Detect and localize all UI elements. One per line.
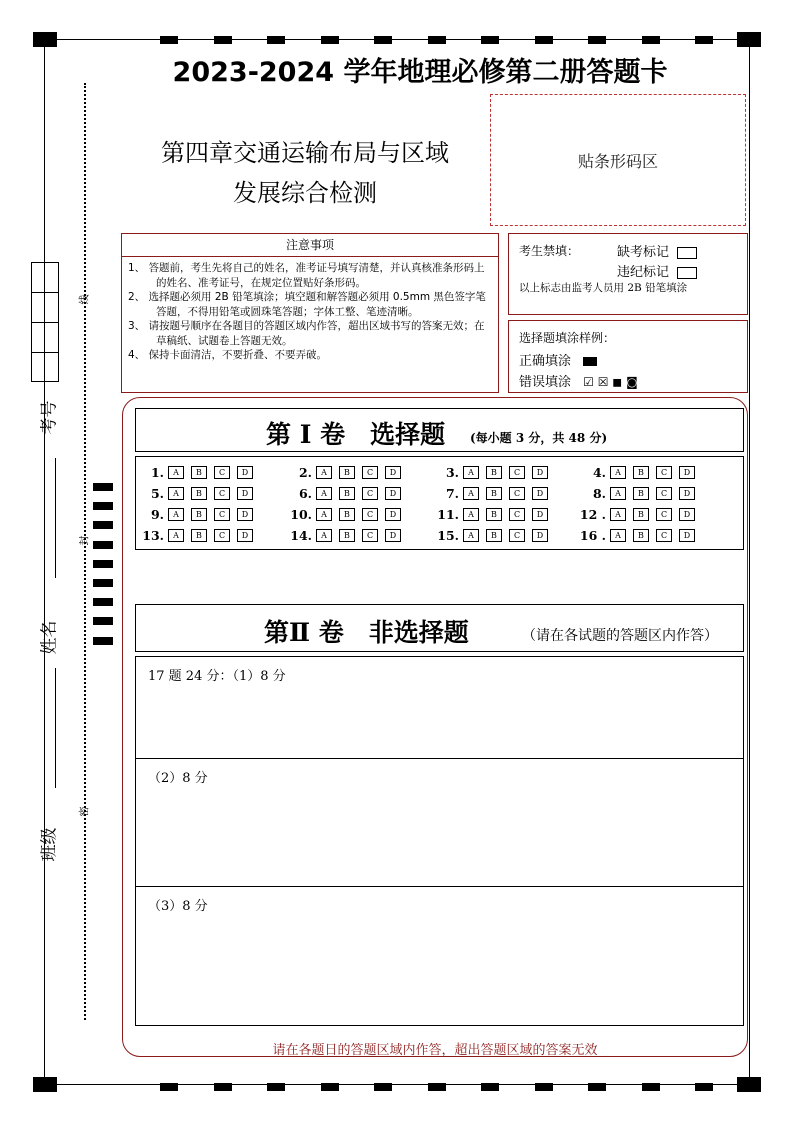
correct-fill-row	[519, 350, 597, 369]
mcq-question-number: 13.	[142, 528, 164, 543]
violation-mark-label: 违纪标记	[617, 265, 670, 280]
answer-area-q17-1[interactable]	[135, 656, 744, 758]
mcq-option-bubble[interactable]: C	[656, 487, 672, 500]
chapter-title-line2: 发展综合检测	[233, 179, 377, 207]
exam-marks-box	[508, 233, 748, 315]
corner-mark-bl	[33, 1077, 57, 1092]
mcq-option-bubble[interactable]: D	[532, 466, 548, 479]
mcq-option-bubble[interactable]: B	[191, 529, 207, 542]
mcq-option-bubble[interactable]: B	[339, 466, 355, 479]
notice-box	[121, 233, 499, 393]
mcq-option-bubble[interactable]: A	[316, 466, 332, 479]
notice-item: 2、 选择题必须用 2B 铅笔填涂；填空题和解答题必须用 0.5mm 黑色签字笔答题，不得用铅笔或圆珠笔答题；字体工整、笔迹清晰。	[128, 291, 486, 318]
mcq-question	[576, 486, 702, 501]
mcq-option-bubble[interactable]: D	[679, 508, 695, 521]
section1-title: 第 I 卷 选择题	[266, 420, 446, 449]
mcq-question-number: 6.	[298, 486, 312, 501]
mcq-question	[282, 507, 408, 522]
mcq-question-number: 16 .	[579, 528, 606, 543]
mcq-question	[134, 486, 260, 501]
mcq-option-bubble[interactable]: C	[656, 508, 672, 521]
mcq-question	[576, 507, 702, 522]
mcq-option-bubble[interactable]: D	[385, 487, 401, 500]
section2-note: （请在各试题的答题区内作答）	[522, 628, 718, 644]
correct-fill-sample	[583, 357, 597, 366]
timing-mark	[93, 560, 113, 568]
mcq-question-number: 7.	[445, 486, 459, 501]
corner-mark-br	[737, 1077, 761, 1092]
timing-mark	[321, 1083, 339, 1091]
mcq-option-bubble[interactable]: B	[339, 529, 355, 542]
mcq-option-bubble[interactable]: D	[532, 529, 548, 542]
mcq-question	[429, 528, 555, 543]
section2-title: 第Ⅱ 卷 非选择题	[264, 618, 469, 647]
left-border	[44, 47, 45, 1077]
absent-mark-box[interactable]	[677, 247, 697, 259]
mcq-option-bubble[interactable]: D	[237, 529, 253, 542]
mcq-option-bubble[interactable]: A	[168, 529, 184, 542]
mcq-option-bubble[interactable]: C	[362, 487, 378, 500]
mcq-option-bubble[interactable]: B	[633, 466, 649, 479]
timing-mark	[93, 541, 113, 549]
mcq-option-bubble[interactable]: A	[168, 487, 184, 500]
right-border	[749, 47, 750, 1077]
violation-mark-row	[617, 261, 697, 280]
timing-mark	[267, 1083, 285, 1091]
top-border	[57, 39, 737, 40]
mcq-option-bubble[interactable]: A	[463, 466, 479, 479]
mcq-option-bubble[interactable]: C	[214, 466, 230, 479]
mcq-question-number: 1.	[150, 465, 164, 480]
mcq-option-bubble[interactable]: D	[679, 487, 695, 500]
timing-mark	[93, 598, 113, 606]
mcq-option-bubble[interactable]: A	[463, 487, 479, 500]
side-label-exam-no: 考号	[39, 400, 60, 435]
timing-mark	[93, 617, 113, 625]
side-label-line: 线	[79, 294, 91, 305]
mcq-option-bubble[interactable]: B	[339, 487, 355, 500]
wrong-fill-row	[519, 371, 638, 390]
mcq-option-bubble[interactable]: A	[463, 529, 479, 542]
timing-mark	[695, 36, 713, 44]
mcq-option-bubble[interactable]: B	[486, 487, 502, 500]
card-title: 2023-2024 学年地理必修第二册答题卡	[172, 57, 668, 88]
mcq-option-bubble[interactable]: D	[532, 487, 548, 500]
section1-header	[135, 408, 744, 452]
mcq-option-bubble[interactable]: B	[486, 466, 502, 479]
mcq-question	[282, 465, 408, 480]
mcq-question	[429, 486, 555, 501]
mcq-option-bubble[interactable]: A	[610, 466, 626, 479]
mcq-option-bubble[interactable]: C	[509, 508, 525, 521]
mcq-question	[134, 507, 260, 522]
fill-sample-box	[508, 320, 748, 393]
mcq-question-number: 11.	[437, 507, 459, 522]
q17-part3-label: （3）8 分	[148, 899, 208, 914]
mcq-option-bubble[interactable]: B	[633, 508, 649, 521]
mcq-question	[134, 465, 260, 480]
side-label-name: 姓名	[39, 620, 60, 655]
mcq-option-bubble[interactable]: C	[362, 466, 378, 479]
mcq-option-bubble[interactable]: D	[532, 508, 548, 521]
exam-number-grid[interactable]	[31, 262, 59, 382]
timing-mark	[93, 521, 113, 529]
corner-mark-tl	[33, 32, 57, 47]
chapter-title-line1: 第四章交通运输布局与区域	[161, 139, 449, 167]
binding-dotted-line	[84, 83, 86, 1020]
mcq-option-bubble[interactable]: A	[168, 508, 184, 521]
timing-mark	[428, 36, 446, 44]
timing-mark	[214, 36, 232, 44]
mcq-question-number: 12 .	[579, 507, 606, 522]
footer-note: 请在各题日的答题区域内作答，超出答题区域的答案无效	[272, 1043, 598, 1058]
timing-mark	[160, 36, 178, 44]
mcq-option-bubble[interactable]: D	[679, 529, 695, 542]
correct-fill-label: 正确填涂	[519, 354, 572, 369]
mcq-option-bubble[interactable]: A	[316, 529, 332, 542]
section2-header	[135, 604, 744, 652]
mcq-option-bubble[interactable]: C	[214, 487, 230, 500]
mcq-option-bubble[interactable]: A	[463, 508, 479, 521]
timing-mark	[160, 1083, 178, 1091]
timing-mark	[695, 1083, 713, 1091]
exam-marks-note: 以上标志由监考人员用 2B 铅笔填涂	[519, 282, 688, 294]
mcq-option-bubble[interactable]: B	[486, 508, 502, 521]
timing-mark	[481, 36, 499, 44]
mcq-option-bubble[interactable]: B	[486, 529, 502, 542]
mcq-option-bubble[interactable]: C	[656, 466, 672, 479]
fill-sample-label: 选择题填涂样例：	[519, 331, 616, 345]
mcq-option-bubble[interactable]: D	[679, 466, 695, 479]
mcq-option-bubble[interactable]: B	[633, 487, 649, 500]
mcq-option-bubble[interactable]: C	[214, 529, 230, 542]
section1-note: (每小题 3 分，共 48 分)	[470, 431, 608, 445]
mcq-option-bubble[interactable]: B	[339, 508, 355, 521]
mcq-option-bubble[interactable]: B	[191, 508, 207, 521]
answer-area-q17-2[interactable]	[135, 758, 744, 886]
mcq-question	[576, 465, 702, 480]
timing-mark	[481, 1083, 499, 1091]
mcq-option-bubble[interactable]: A	[316, 487, 332, 500]
timing-mark	[642, 36, 660, 44]
mcq-option-bubble[interactable]: C	[509, 466, 525, 479]
exam-marks-label: 考生禁填：	[519, 244, 580, 258]
notice-item: 3、 请按题号顺序在各题目的答题区域内作答，超出区域书写的答案无效；在草稿纸、试题卷上答题无效。	[128, 320, 485, 347]
bottom-border	[57, 1084, 737, 1085]
timing-mark	[642, 1083, 660, 1091]
mcq-option-bubble[interactable]: D	[385, 508, 401, 521]
mcq-question-number: 15.	[437, 528, 459, 543]
mcq-option-bubble[interactable]: D	[385, 466, 401, 479]
mcq-question	[282, 528, 408, 543]
answer-area-q17-3[interactable]	[135, 886, 744, 1026]
mcq-question-number: 2.	[298, 465, 312, 480]
notice-item: 1、 答题前，考生先将自己的姓名，准考证号填写清楚，并认真核准条形码上的姓名、准考证号，在规定位置贴好条形码。	[128, 262, 485, 289]
mcq-option-bubble[interactable]: A	[610, 508, 626, 521]
mcq-option-bubble[interactable]: B	[633, 529, 649, 542]
mcq-question-number: 9.	[150, 507, 164, 522]
side-label-mi: 密	[79, 806, 91, 817]
timing-mark	[93, 483, 113, 491]
side-label-seal: 封	[79, 535, 91, 546]
mcq-option-bubble[interactable]: D	[237, 487, 253, 500]
timing-mark	[214, 1083, 232, 1091]
mcq-question-number: 4.	[592, 465, 606, 480]
timing-mark	[535, 1083, 553, 1091]
mcq-option-bubble[interactable]: C	[656, 529, 672, 542]
exam-no-line[interactable]	[55, 458, 56, 578]
absent-mark-row	[617, 241, 697, 260]
mcq-question	[134, 528, 260, 543]
notice-heading: 注意事项	[122, 234, 498, 257]
timing-mark	[588, 36, 606, 44]
mcq-option-bubble[interactable]: B	[191, 487, 207, 500]
mcq-option-bubble[interactable]: C	[362, 508, 378, 521]
mcq-option-bubble[interactable]: C	[362, 529, 378, 542]
mcq-question-number: 8.	[592, 486, 606, 501]
mcq-question-number: 3.	[445, 465, 459, 480]
timing-mark	[267, 36, 285, 44]
violation-mark-box[interactable]	[677, 267, 697, 279]
mcq-option-bubble[interactable]: C	[214, 508, 230, 521]
q17-part2-label: （2）8 分	[148, 771, 208, 786]
mcq-option-bubble[interactable]: B	[191, 466, 207, 479]
side-label-class: 班级	[39, 827, 60, 862]
q17-part1-label: 17 题 24 分：（1）8 分	[148, 669, 286, 684]
name-line[interactable]	[55, 668, 56, 788]
timing-mark	[588, 1083, 606, 1091]
mcq-question	[576, 528, 702, 543]
timing-mark	[93, 502, 113, 510]
mcq-option-bubble[interactable]: A	[316, 508, 332, 521]
mcq-option-bubble[interactable]: D	[237, 508, 253, 521]
mcq-question-number: 14.	[290, 528, 312, 543]
notice-item: 4、 保持卡面清洁，不要折叠、不要弄破。	[128, 349, 328, 361]
mcq-question	[429, 507, 555, 522]
corner-mark-tr	[737, 32, 761, 47]
timing-mark	[374, 36, 392, 44]
mcq-option-bubble[interactable]: D	[385, 529, 401, 542]
timing-mark	[374, 1083, 392, 1091]
timing-mark	[93, 579, 113, 587]
timing-mark	[321, 36, 339, 44]
mcq-question-number: 10.	[290, 507, 312, 522]
timing-mark	[93, 637, 113, 645]
mcq-grid	[135, 456, 744, 550]
timing-mark	[428, 1083, 446, 1091]
mcq-option-bubble[interactable]: A	[610, 529, 626, 542]
timing-mark	[535, 36, 553, 44]
mcq-option-bubble[interactable]: C	[509, 487, 525, 500]
barcode-label: 贴条形码区	[577, 151, 658, 171]
mcq-question	[429, 465, 555, 480]
mcq-option-bubble[interactable]: C	[509, 529, 525, 542]
wrong-fill-label: 错误填涂	[519, 375, 572, 390]
mcq-question	[282, 486, 408, 501]
mcq-option-bubble[interactable]: A	[610, 487, 626, 500]
mcq-option-bubble[interactable]: A	[168, 466, 184, 479]
barcode-area[interactable]	[490, 94, 746, 226]
absent-mark-label: 缺考标记	[617, 245, 670, 260]
mcq-question-number: 5.	[150, 486, 164, 501]
wrong-fill-samples: ☑ ☒ ◼ ◙	[583, 375, 638, 389]
mcq-option-bubble[interactable]: D	[237, 466, 253, 479]
